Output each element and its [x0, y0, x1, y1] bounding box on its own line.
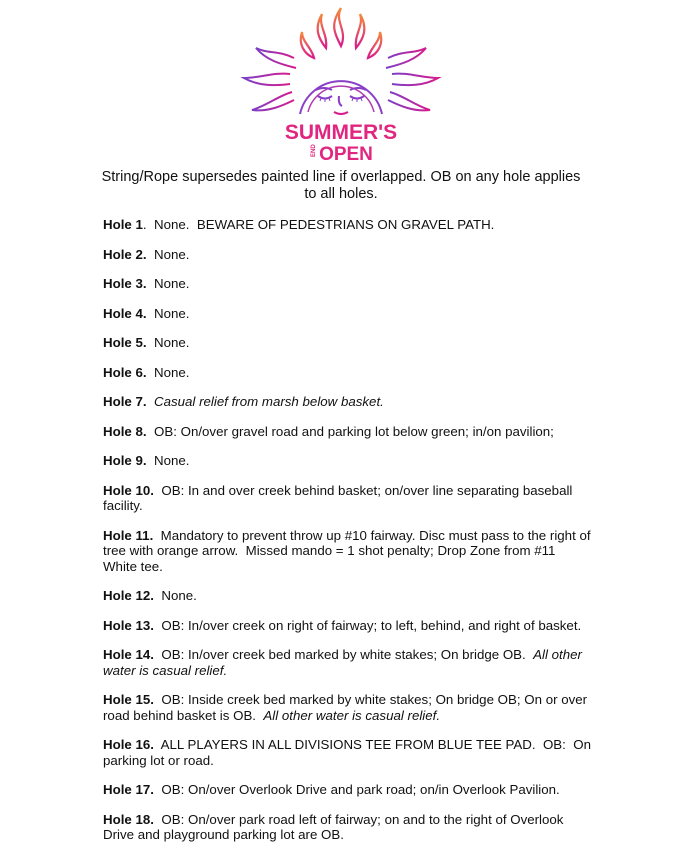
hole-separator	[147, 424, 154, 439]
hole-rule-text: None. BEWARE OF PEDESTRIANS ON GRAVEL PATH.	[154, 217, 495, 232]
hole-rule	[103, 528, 593, 575]
hole-label: Hole 7.	[103, 394, 147, 409]
hole-rule-italic-text: Casual relief from marsh below basket.	[154, 394, 384, 409]
hole-rule-text: ALL PLAYERS IN ALL DIVISIONS TEE FROM BLUE TEE PAD. OB: On parking lot or road.	[103, 737, 595, 768]
hole-label: Hole 6.	[103, 364, 147, 380]
hole-label: Hole 1	[103, 217, 143, 232]
hole-separator: .	[142, 217, 154, 232]
hole-separator	[154, 737, 161, 752]
hole-separator	[147, 335, 154, 350]
hole-rule-text: OB: Inside creek bed marked by white stakes; On bridge OB; On or over road behind basket is OB.	[103, 692, 591, 723]
summers-end-open-logo	[238, 2, 444, 164]
hole-rule-text: OB: On/over Overlook Drive and park road; on/in Overlook Pavilion.	[161, 782, 560, 797]
hole-separator	[147, 247, 154, 262]
hole-separator	[147, 453, 154, 468]
hole-rule	[103, 453, 593, 469]
sun-rays	[244, 48, 438, 110]
hole-label: Hole 11.	[103, 527, 154, 543]
hole-rule-italic-text: All other water is casual relief.	[103, 647, 582, 678]
hole-rule	[103, 365, 593, 381]
hole-rule-text: OB: In/over creek bed marked by white stakes; On bridge OB.	[161, 647, 534, 662]
hole-rule	[103, 217, 593, 233]
hole-label: Hole 8.	[103, 423, 147, 439]
hole-label: Hole 5.	[103, 335, 147, 350]
hole-label: Hole 9.	[103, 453, 147, 468]
hole-rule	[103, 737, 593, 768]
sun-flames	[301, 8, 382, 58]
hole-label: Hole 16.	[103, 737, 154, 752]
hole-separator	[153, 528, 160, 543]
hole-separator	[147, 276, 154, 291]
hole-separator	[147, 306, 154, 321]
logo-summers: SUMMER'S	[284, 121, 398, 144]
hole-rule	[103, 276, 593, 292]
hole-rule-text: OB: On/over gravel road and parking lot below green; in/on pavilion;	[154, 423, 554, 439]
hole-rule	[103, 394, 593, 410]
hole-rule	[103, 812, 593, 843]
hole-rules-list	[103, 217, 593, 857]
hole-rule-text: None.	[154, 335, 190, 350]
hole-rule-text: Mandatory to prevent throw up #10 fairway. Disc must pass to the right of tree with orange arrow. Missed mando = 1 shot penalty; Drop Zone from #11 White tee.	[103, 527, 595, 574]
hole-rule	[103, 647, 593, 678]
hole-rule-text: None.	[154, 305, 190, 321]
hole-label: Hole 17.	[103, 782, 154, 797]
hole-label: Hole 10.	[103, 482, 154, 498]
hole-rule	[103, 424, 593, 440]
hole-rule	[103, 618, 593, 634]
hole-rule	[103, 335, 593, 351]
hole-rule-text: OB: In and over creek behind basket; on/over line separating baseball facility.	[103, 482, 577, 513]
intro-note: String/Rope supersedes painted line if overlapped. OB on any hole applies to all holes.	[101, 169, 581, 202]
hole-separator	[147, 365, 154, 380]
hole-rule	[103, 247, 593, 263]
hole-label: Hole 12.	[103, 588, 154, 603]
hole-rule-italic-text: All other water is casual relief.	[263, 707, 441, 723]
hole-rule-text: None.	[154, 364, 190, 380]
hole-rule-text: OB: On/over park road left of fairway; on and to the right of Overlook Drive and playground parking lot are OB.	[103, 811, 568, 842]
hole-label: Hole 4.	[103, 305, 147, 321]
hole-label: Hole 15.	[103, 692, 154, 707]
hole-rule	[103, 306, 593, 322]
hole-rule-text: None.	[154, 453, 190, 468]
hole-label: Hole 14.	[103, 647, 154, 662]
hole-label: Hole 18.	[103, 811, 154, 827]
hole-rule	[103, 588, 593, 604]
hole-rule-text: None.	[161, 588, 197, 603]
hole-label: Hole 2.	[103, 246, 147, 262]
logo-wordmark	[285, 121, 397, 164]
logo-end: END	[311, 144, 317, 157]
hole-rule	[103, 483, 593, 514]
logo-open: OPEN	[319, 144, 373, 164]
hole-label: Hole 3.	[103, 276, 147, 291]
hole-rule	[103, 692, 593, 723]
sun-face	[300, 81, 382, 114]
hole-rule-text: None.	[154, 246, 190, 262]
hole-label: Hole 13.	[103, 617, 154, 633]
hole-rule	[103, 782, 593, 798]
hole-rule-text: None.	[154, 276, 190, 291]
hole-rule-text: OB: In/over creek on right of fairway; to left, behind, and right of basket.	[161, 617, 582, 633]
hole-separator	[147, 394, 154, 409]
